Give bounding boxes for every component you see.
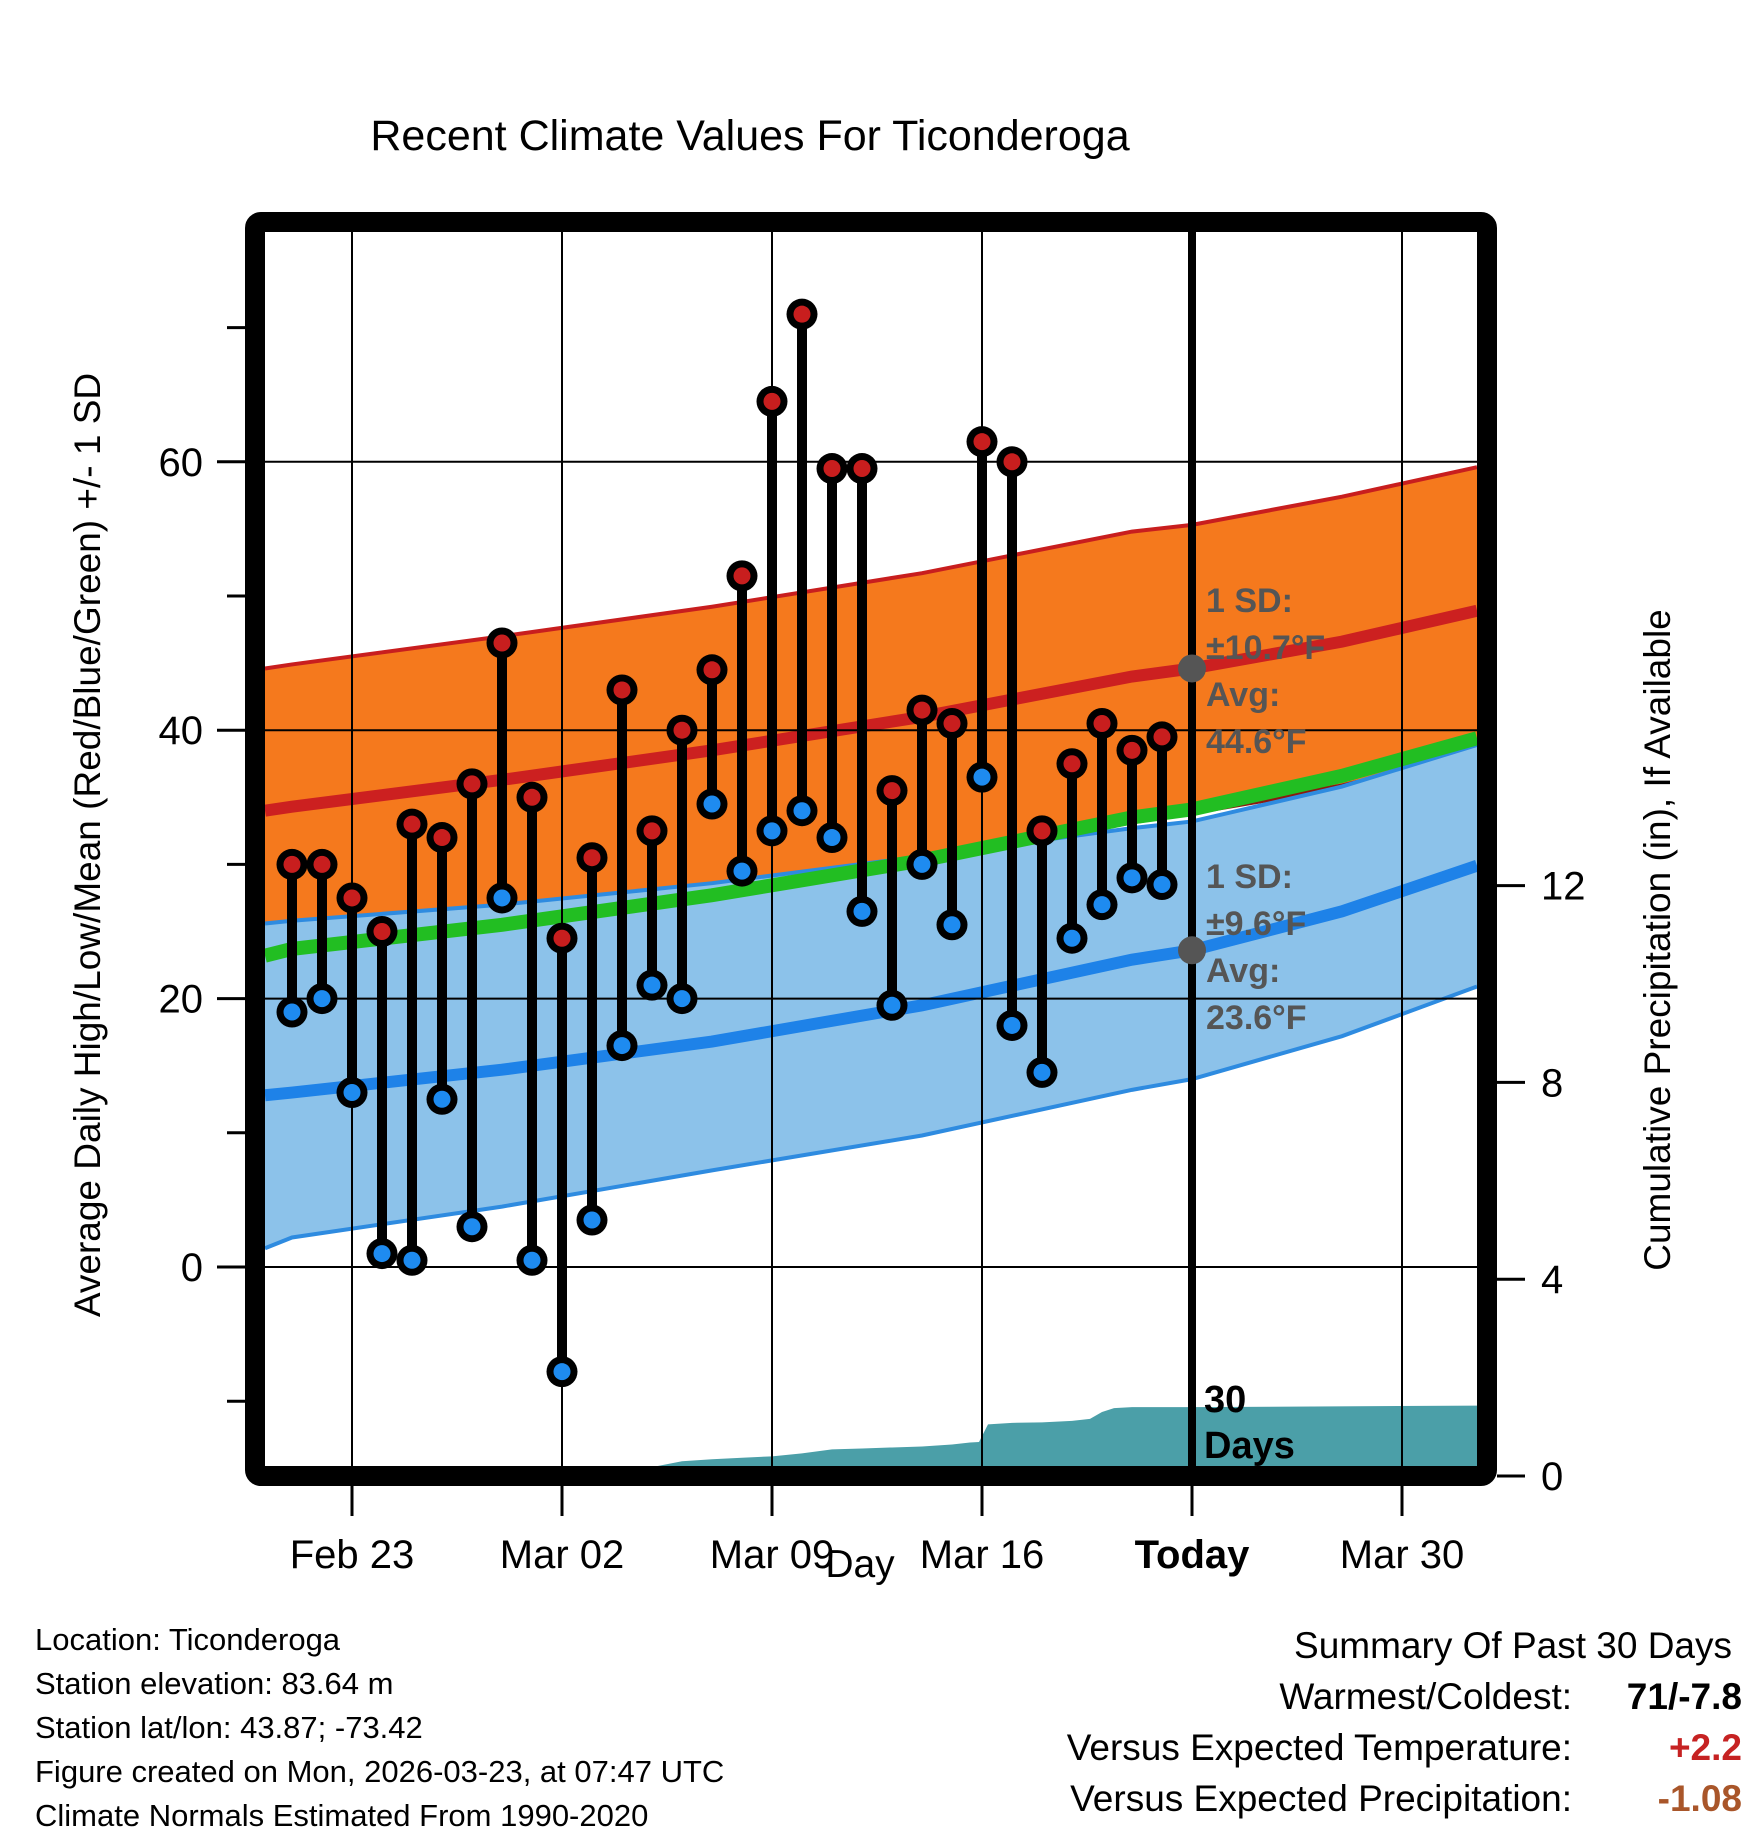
high-dot xyxy=(1094,715,1111,732)
footer-location: Location: Ticonderoga xyxy=(35,1622,341,1657)
footer-latlon: Station lat/lon: 43.87; -73.42 xyxy=(35,1710,423,1745)
low-dot xyxy=(644,977,661,994)
low-dot xyxy=(374,1245,391,1262)
bottom-tick-label: Mar 02 xyxy=(499,1533,625,1577)
low-dot xyxy=(1154,876,1171,893)
low-dot xyxy=(614,1037,631,1054)
high-annotation-avg-dot xyxy=(1178,654,1206,682)
left-tick-label: 40 xyxy=(158,709,203,754)
low-dot xyxy=(554,1363,571,1380)
high-dot xyxy=(1064,755,1081,772)
low-annotation-text-line: 1 SD: xyxy=(1206,858,1293,896)
bottom-tick-label: Feb 23 xyxy=(289,1533,415,1577)
low-dot xyxy=(674,990,691,1007)
right-tick-label: 4 xyxy=(1541,1258,1564,1303)
low-annotation-text-line: 23.6°F xyxy=(1206,999,1307,1037)
low-dot xyxy=(1124,869,1141,886)
high-dot xyxy=(854,460,871,477)
low-dot xyxy=(464,1218,481,1235)
low-annotation-text-line: ±9.6°F xyxy=(1206,905,1307,943)
low-dot xyxy=(854,903,871,920)
left-tick-label: 60 xyxy=(158,440,203,485)
high-dot xyxy=(1004,453,1021,470)
high-dot xyxy=(1154,728,1171,745)
left-tick-label: 0 xyxy=(180,1246,203,1290)
low-dot xyxy=(1064,930,1081,947)
footer-created: Figure created on Mon, 2026-03-23, at 07:47 UTC xyxy=(35,1754,725,1789)
y-axis-label-left: Average Daily High/Low/Mean (Red/Blue/Green) +/- 1 SD xyxy=(67,372,108,1318)
bottom-tick-label: Mar 16 xyxy=(919,1533,1045,1577)
high-dot xyxy=(374,923,391,940)
high-dot xyxy=(554,930,571,947)
high-dot xyxy=(314,856,331,873)
precip-window-label: 30 xyxy=(1204,1379,1247,1421)
precip-window-label: Days xyxy=(1204,1425,1295,1467)
low-dot xyxy=(734,863,751,880)
high-annotation-text-line: Avg: xyxy=(1206,676,1281,714)
bottom-tick-label: Today xyxy=(1134,1533,1250,1577)
high-dot xyxy=(674,722,691,739)
low-dot xyxy=(884,997,901,1014)
high-annotation-text-line: ±10.7°F xyxy=(1206,629,1326,667)
cumulative-precip-area xyxy=(265,1406,1477,1476)
bottom-tick-label: Mar 30 xyxy=(1339,1533,1465,1577)
high-dot xyxy=(344,889,361,906)
low-dot xyxy=(404,1252,421,1269)
left-tick-label: 20 xyxy=(158,977,203,1022)
summary-row-vs-precip xyxy=(882,1773,1742,1824)
high-dot xyxy=(974,433,991,450)
summary-label: Versus Expected Temperature: xyxy=(1066,1727,1572,1768)
right-tick-label: 12 xyxy=(1541,864,1586,909)
low-dot xyxy=(314,990,331,1007)
low-dot xyxy=(764,822,781,839)
high-dot xyxy=(584,849,601,866)
high-dot xyxy=(404,816,421,833)
summary-block xyxy=(882,1620,1742,1824)
summary-value-2: -1.08 xyxy=(1657,1778,1742,1819)
high-dot xyxy=(614,681,631,698)
summary-title: Summary Of Past 30 Days xyxy=(1294,1625,1732,1666)
station-info-block xyxy=(35,1618,724,1828)
y-axis-label-right: Cumulative Precipitation (in), If Available xyxy=(1637,609,1678,1271)
footer-normals: Climate Normals Estimated From 1990-2020 xyxy=(35,1798,649,1828)
high-dot xyxy=(644,822,661,839)
high-dot xyxy=(1034,822,1051,839)
summary-value-1: +2.2 xyxy=(1668,1727,1742,1768)
x-axis-label: Day xyxy=(825,1543,895,1586)
low-annotation-text-line: Avg: xyxy=(1206,952,1281,990)
summary-row-warmest xyxy=(882,1671,1742,1722)
high-dot xyxy=(1124,742,1141,759)
low-dot xyxy=(1034,1064,1051,1081)
high-dot xyxy=(284,856,301,873)
bottom-tick-label: Mar 09 xyxy=(709,1533,835,1577)
low-dot xyxy=(974,769,991,786)
high-dot xyxy=(524,789,541,806)
high-dot xyxy=(944,715,961,732)
summary-value-0: 71/-7.8 xyxy=(1626,1676,1742,1717)
low-dot xyxy=(524,1252,541,1269)
low-dot xyxy=(584,1212,601,1229)
low-annotation-avg-dot xyxy=(1178,936,1206,964)
summary-row-vs-temp xyxy=(882,1722,1742,1773)
high-dot xyxy=(914,702,931,719)
right-tick-label: 0 xyxy=(1541,1455,1564,1499)
high-dot xyxy=(884,782,901,799)
low-dot xyxy=(434,1091,451,1108)
right-tick-label: 8 xyxy=(1541,1061,1564,1106)
low-dot xyxy=(344,1084,361,1101)
high-annotation-text-line: 1 SD: xyxy=(1206,582,1293,620)
low-dot xyxy=(284,1004,301,1021)
high-annotation-text-line: 44.6°F xyxy=(1206,723,1307,761)
low-dot xyxy=(704,796,721,813)
high-dot xyxy=(734,567,751,584)
high-dot xyxy=(494,634,511,651)
high-dot xyxy=(704,661,721,678)
low-dot xyxy=(944,916,961,933)
low-dot xyxy=(1004,1017,1021,1034)
high-dot xyxy=(794,306,811,323)
low-dot xyxy=(914,856,931,873)
high-dot xyxy=(434,829,451,846)
high-dot xyxy=(824,460,841,477)
low-dot xyxy=(824,829,841,846)
high-dot xyxy=(764,393,781,410)
high-dot xyxy=(464,775,481,792)
low-dot xyxy=(494,889,511,906)
footer-elevation: Station elevation: 83.64 m xyxy=(35,1666,394,1701)
low-dot xyxy=(1094,896,1111,913)
summary-label: Versus Expected Precipitation: xyxy=(1070,1778,1572,1819)
chart-title: Recent Climate Values For Ticonderoga xyxy=(370,112,1130,160)
low-dot xyxy=(794,802,811,819)
summary-label: Warmest/Coldest: xyxy=(1279,1676,1572,1717)
